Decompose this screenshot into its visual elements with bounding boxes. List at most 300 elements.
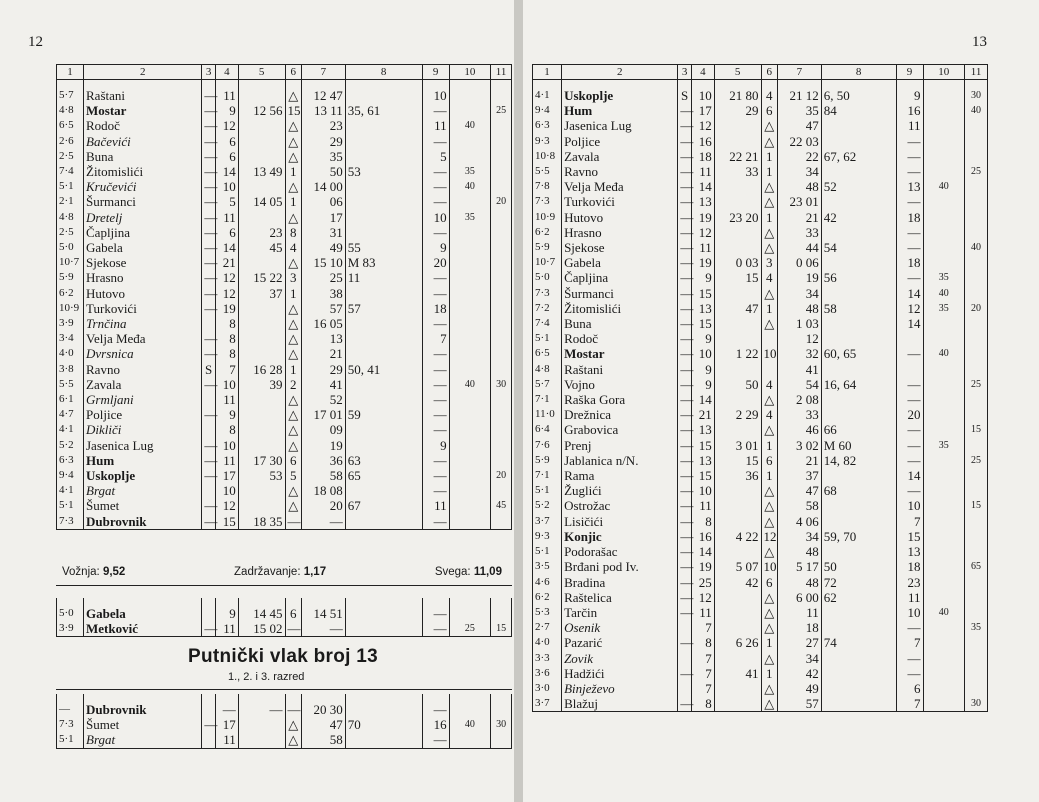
note-cell: —	[678, 301, 692, 316]
col11-cell: 25	[491, 103, 512, 118]
col11-cell: 45	[491, 498, 512, 513]
col9-cell: —	[422, 453, 449, 468]
arrival-cell: 42	[714, 575, 761, 590]
note-cell: —	[202, 270, 216, 285]
station-row	[533, 666, 988, 681]
crossings-cell	[345, 346, 422, 361]
col9-cell: 10	[896, 605, 923, 620]
arrival-cell: 53	[238, 468, 285, 483]
arrival-cell	[238, 316, 285, 331]
km-cell: 6·3	[533, 118, 562, 133]
crossings-cell: 63	[345, 453, 422, 468]
station-cell: Bačevići	[84, 134, 202, 149]
stop-cell: △	[285, 732, 302, 748]
crossings-cell	[345, 732, 422, 748]
station-row	[57, 255, 512, 270]
note-cell: S	[678, 80, 692, 104]
departure-cell: 54	[778, 377, 822, 392]
departure-cell: 48	[778, 575, 822, 590]
col9-cell: —	[896, 377, 923, 392]
station-cell: Mostar	[562, 346, 678, 361]
stop-cell: △	[761, 483, 778, 498]
station-cell: Hrasno	[84, 270, 202, 285]
stop-cell: 4	[285, 240, 302, 255]
note-cell: —	[678, 103, 692, 118]
crossings-cell	[821, 392, 896, 407]
station-row	[533, 590, 988, 605]
km-cell: 4·0	[57, 346, 84, 361]
note-cell: —	[678, 422, 692, 437]
arrival-cell	[238, 331, 285, 346]
col9-cell: 7	[896, 696, 923, 712]
col11-cell	[491, 80, 512, 104]
departure-cell: 23	[302, 118, 346, 133]
stop-cell: △	[761, 286, 778, 301]
arrival-cell: 22 21	[714, 149, 761, 164]
station-cell: Jablanica n/N.	[562, 453, 678, 468]
station-cell: Velja Međa	[562, 179, 678, 194]
col10-cell	[923, 514, 965, 529]
note-cell: —	[202, 514, 216, 530]
minutes-cell: 6	[215, 149, 238, 164]
note-cell	[678, 681, 692, 696]
col11-cell	[491, 483, 512, 498]
crossings-cell	[821, 514, 896, 529]
km-cell: 7·3	[57, 514, 84, 530]
col9-cell: —	[896, 666, 923, 681]
col9-cell: 13	[896, 179, 923, 194]
col10-cell	[923, 575, 965, 590]
departure-cell: 3 02	[778, 438, 822, 453]
crossings-cell	[821, 696, 896, 712]
col10-cell	[923, 529, 965, 544]
col11-cell	[491, 240, 512, 255]
crossings-cell	[821, 118, 896, 133]
minutes-cell: 10	[215, 438, 238, 453]
crossings-cell: 57	[345, 301, 422, 316]
crossings-cell	[345, 194, 422, 209]
note-cell: —	[678, 666, 692, 681]
stop-cell: △	[285, 255, 302, 270]
note-cell: —	[202, 331, 216, 346]
crossings-cell: M 83	[345, 255, 422, 270]
station-row	[57, 270, 512, 285]
column-header-9: 9	[896, 65, 923, 80]
col9-cell: —	[896, 134, 923, 149]
col10-cell	[449, 331, 491, 346]
stop-cell: △	[285, 407, 302, 422]
crossings-cell: 67	[345, 498, 422, 513]
col11-cell	[491, 694, 512, 717]
crossings-cell: 35, 61	[345, 103, 422, 118]
station-row	[57, 422, 512, 437]
station-row	[57, 468, 512, 483]
col9-cell: 20	[896, 407, 923, 422]
km-cell: 9·4	[533, 103, 562, 118]
note-cell	[202, 483, 216, 498]
station-cell: Blažuj	[562, 696, 678, 712]
note-cell: —	[678, 590, 692, 605]
station-cell: Trnčina	[84, 316, 202, 331]
km-cell: 7·3	[533, 194, 562, 209]
col10-cell	[923, 331, 965, 346]
col9-cell: —	[896, 164, 923, 179]
station-row	[533, 498, 988, 513]
minutes-cell: —	[215, 694, 238, 717]
station-row	[533, 468, 988, 483]
column-header-7: 7	[302, 65, 346, 80]
crossings-cell	[821, 316, 896, 331]
station-row	[533, 225, 988, 240]
col11-cell	[965, 483, 988, 498]
col10-cell: 40	[449, 717, 491, 732]
departure-cell: —	[302, 621, 346, 637]
station-cell: Turkovići	[562, 194, 678, 209]
col9-cell: —	[422, 103, 449, 118]
col11-cell	[965, 605, 988, 620]
col10-cell	[449, 316, 491, 331]
minutes-cell: 12	[691, 118, 714, 133]
departure-cell: 35	[302, 149, 346, 164]
stop-cell	[761, 362, 778, 377]
stop-cell: 6	[761, 103, 778, 118]
note-cell: —	[678, 179, 692, 194]
station-row	[57, 621, 512, 637]
col11-cell	[965, 316, 988, 331]
stop-cell: △	[761, 240, 778, 255]
col10-cell: 40	[923, 286, 965, 301]
station-row	[533, 103, 988, 118]
departure-cell: 58	[302, 468, 346, 483]
crossings-cell	[821, 666, 896, 681]
col11-cell	[491, 407, 512, 422]
station-row	[533, 438, 988, 453]
col11-cell: 25	[965, 377, 988, 392]
stop-cell: △	[285, 149, 302, 164]
col9-cell: 14	[896, 316, 923, 331]
stop-cell: △	[285, 210, 302, 225]
arrival-cell: 47	[714, 301, 761, 316]
arrival-cell	[238, 179, 285, 194]
stop-cell: —	[285, 514, 302, 530]
stop-cell: △	[761, 651, 778, 666]
arrival-cell	[238, 717, 285, 732]
station-row	[533, 681, 988, 696]
col9-cell: 10	[896, 498, 923, 513]
note-cell: —	[678, 270, 692, 285]
minutes-cell: 14	[215, 164, 238, 179]
arrival-cell	[714, 498, 761, 513]
departure-cell: 47	[302, 717, 346, 732]
arrival-cell: 4 22	[714, 529, 761, 544]
crossings-cell: M 60	[821, 438, 896, 453]
note-cell: —	[678, 362, 692, 377]
km-cell: 5·0	[57, 598, 84, 621]
col11-cell	[965, 514, 988, 529]
arrival-cell	[238, 301, 285, 316]
stop-cell: 1	[761, 468, 778, 483]
col11-cell	[491, 134, 512, 149]
col11-cell: 30	[965, 80, 988, 104]
station-cell: Poljice	[562, 134, 678, 149]
arrival-cell	[714, 651, 761, 666]
km-cell: 5·5	[57, 377, 84, 392]
station-cell: Šumet	[84, 717, 202, 732]
note-cell: —	[202, 377, 216, 392]
crossings-cell	[345, 422, 422, 437]
note-cell: —	[678, 605, 692, 620]
column-header-5: 5	[714, 65, 761, 80]
col10-cell	[923, 118, 965, 133]
stop-cell	[761, 331, 778, 346]
departure-cell: 12 47	[302, 80, 346, 104]
col10-cell	[923, 149, 965, 164]
station-row	[57, 134, 512, 149]
col11-cell	[965, 286, 988, 301]
note-cell: —	[202, 240, 216, 255]
km-cell: 4·8	[57, 103, 84, 118]
station-cell: Raštani	[562, 362, 678, 377]
km-cell: 4·6	[533, 575, 562, 590]
arrival-cell: 15 22	[238, 270, 285, 285]
station-row	[533, 346, 988, 361]
train-table	[56, 694, 512, 749]
minutes-cell: 17	[215, 468, 238, 483]
station-row	[533, 270, 988, 285]
minutes-cell: 15	[691, 438, 714, 453]
arrival-cell	[714, 118, 761, 133]
km-cell: 6·2	[533, 225, 562, 240]
station-cell: Šurmanci	[562, 286, 678, 301]
column-header-3: 3	[202, 65, 216, 80]
col11-cell	[491, 331, 512, 346]
station-row	[533, 651, 988, 666]
col9-cell: —	[422, 621, 449, 637]
minutes-cell: 9	[215, 407, 238, 422]
arrival-cell	[238, 346, 285, 361]
col11-cell	[491, 210, 512, 225]
km-cell: 2·6	[57, 134, 84, 149]
column-header-8: 8	[821, 65, 896, 80]
arrival-cell	[238, 118, 285, 133]
crossings-cell: 72	[821, 575, 896, 590]
minutes-cell: 11	[215, 392, 238, 407]
note-cell: —	[202, 164, 216, 179]
col9-cell: —	[422, 225, 449, 240]
col11-cell	[491, 598, 512, 621]
station-cell: Hum	[84, 453, 202, 468]
arrival-cell: 41	[714, 666, 761, 681]
departure-cell: 58	[778, 498, 822, 513]
col11-cell	[965, 392, 988, 407]
stop-cell: △	[761, 225, 778, 240]
note-cell: —	[678, 118, 692, 133]
crossings-cell	[821, 164, 896, 179]
station-cell: Dikliči	[84, 422, 202, 437]
station-row	[533, 194, 988, 209]
stop-cell: 1	[761, 210, 778, 225]
arrival-cell: 1 22	[714, 346, 761, 361]
departure-cell: 17	[302, 210, 346, 225]
arrival-cell: 2 29	[714, 407, 761, 422]
station-row	[57, 732, 512, 748]
col11-cell	[965, 255, 988, 270]
arrival-cell: 37	[238, 286, 285, 301]
col11-cell	[965, 179, 988, 194]
crossings-cell	[345, 210, 422, 225]
arrival-cell: 15 02	[238, 621, 285, 637]
km-cell: 5·2	[57, 438, 84, 453]
col9-cell: —	[896, 225, 923, 240]
col10-cell	[449, 422, 491, 437]
station-cell: Hum	[562, 103, 678, 118]
col11-cell	[965, 270, 988, 285]
departure-cell: 21 12	[778, 80, 822, 104]
crossings-cell	[821, 255, 896, 270]
column-header-1: 1	[57, 65, 84, 80]
km-cell: 7·8	[533, 179, 562, 194]
km-cell: 4·8	[533, 362, 562, 377]
station-cell: Čapljina	[562, 270, 678, 285]
station-cell: Poljice	[84, 407, 202, 422]
arrival-cell	[714, 134, 761, 149]
crossings-cell	[821, 225, 896, 240]
departure-cell: 21	[778, 453, 822, 468]
crossings-cell	[821, 544, 896, 559]
stop-cell: △	[761, 514, 778, 529]
col11-cell: 25	[965, 453, 988, 468]
minutes-cell: 15	[215, 514, 238, 530]
col10-cell	[449, 694, 491, 717]
km-cell: 2·7	[533, 620, 562, 635]
stop-time-value: 1,17	[303, 566, 327, 578]
km-cell: 5·1	[533, 483, 562, 498]
col10-cell	[923, 498, 965, 513]
col10-cell	[449, 598, 491, 621]
col11-cell: 30	[491, 377, 512, 392]
departure-cell: 0 06	[778, 255, 822, 270]
train-subtitle: 1., 2. i 3. razred	[228, 671, 305, 683]
stop-cell: △	[761, 590, 778, 605]
stop-cell: △	[761, 696, 778, 712]
station-cell: Raštelica	[562, 590, 678, 605]
col11-cell	[965, 149, 988, 164]
col11-cell: 15	[491, 621, 512, 637]
col11-cell	[491, 149, 512, 164]
departure-cell: 33	[778, 407, 822, 422]
km-cell: 4·1	[57, 422, 84, 437]
col9-cell: —	[896, 422, 923, 437]
col9-cell: 10	[422, 210, 449, 225]
station-row	[57, 179, 512, 194]
crossings-cell	[345, 694, 422, 717]
col11-cell	[965, 529, 988, 544]
col9-cell: —	[896, 620, 923, 635]
crossings-cell: 11	[345, 270, 422, 285]
col9-cell: 9	[896, 80, 923, 104]
col9-cell: —	[422, 407, 449, 422]
station-cell: Žitomislići	[84, 164, 202, 179]
arrival-cell	[714, 483, 761, 498]
station-row	[533, 620, 988, 635]
arrival-cell: 16 28	[238, 362, 285, 377]
col10-cell: 35	[923, 270, 965, 285]
stop-cell: △	[285, 717, 302, 732]
travel-summary	[62, 566, 502, 578]
col11-cell	[965, 118, 988, 133]
col11-cell: 20	[491, 468, 512, 483]
station-cell: Rama	[562, 468, 678, 483]
stop-cell: △	[285, 392, 302, 407]
note-cell: —	[678, 407, 692, 422]
arrival-cell	[714, 362, 761, 377]
minutes-cell: 15	[691, 316, 714, 331]
minutes-cell: 5	[215, 194, 238, 209]
note-cell: —	[202, 149, 216, 164]
stop-cell: 6	[285, 453, 302, 468]
col9-cell: 20	[422, 255, 449, 270]
column-header-3: 3	[678, 65, 692, 80]
col11-cell	[491, 301, 512, 316]
col9-cell: —	[422, 346, 449, 361]
col11-cell: 20	[491, 194, 512, 209]
km-cell: 5·9	[533, 240, 562, 255]
column-header-1: 1	[533, 65, 562, 80]
km-cell: 5·7	[57, 80, 84, 104]
stop-cell: △	[761, 179, 778, 194]
crossings-cell	[821, 620, 896, 635]
departure-cell: 2 08	[778, 392, 822, 407]
col10-cell	[923, 362, 965, 377]
arrival-cell	[714, 179, 761, 194]
col9-cell: —	[896, 194, 923, 209]
stop-cell: △	[761, 134, 778, 149]
station-row	[57, 438, 512, 453]
crossings-cell	[345, 80, 422, 104]
km-cell: 5·1	[57, 179, 84, 194]
crossings-cell	[345, 179, 422, 194]
km-cell: 3·4	[57, 331, 84, 346]
minutes-cell: 12	[691, 225, 714, 240]
minutes-cell: 18	[691, 149, 714, 164]
stop-cell: △	[285, 301, 302, 316]
arrival-cell: 29	[714, 103, 761, 118]
km-cell: 7·1	[533, 468, 562, 483]
km-cell: 9·4	[57, 468, 84, 483]
col10-cell: 40	[449, 179, 491, 194]
note-cell: —	[678, 149, 692, 164]
col9-cell: —	[422, 694, 449, 717]
station-row	[57, 103, 512, 118]
minutes-cell: 9	[691, 331, 714, 346]
km-cell: 5·1	[57, 732, 84, 748]
minutes-cell: 16	[691, 134, 714, 149]
total-time-label: Svega:	[434, 566, 471, 578]
station-row	[533, 696, 988, 712]
station-cell: Hadžići	[562, 666, 678, 681]
col10-cell	[449, 346, 491, 361]
minutes-cell: 13	[691, 301, 714, 316]
km-cell: 4·1	[57, 483, 84, 498]
minutes-cell: 7	[215, 362, 238, 377]
departure-cell: 4 06	[778, 514, 822, 529]
crossings-cell	[345, 621, 422, 637]
departure-cell: 11	[778, 605, 822, 620]
col9-cell: —	[896, 149, 923, 164]
note-cell: —	[678, 635, 692, 650]
departure-cell: 18 08	[302, 483, 346, 498]
station-cell: Buna	[562, 316, 678, 331]
